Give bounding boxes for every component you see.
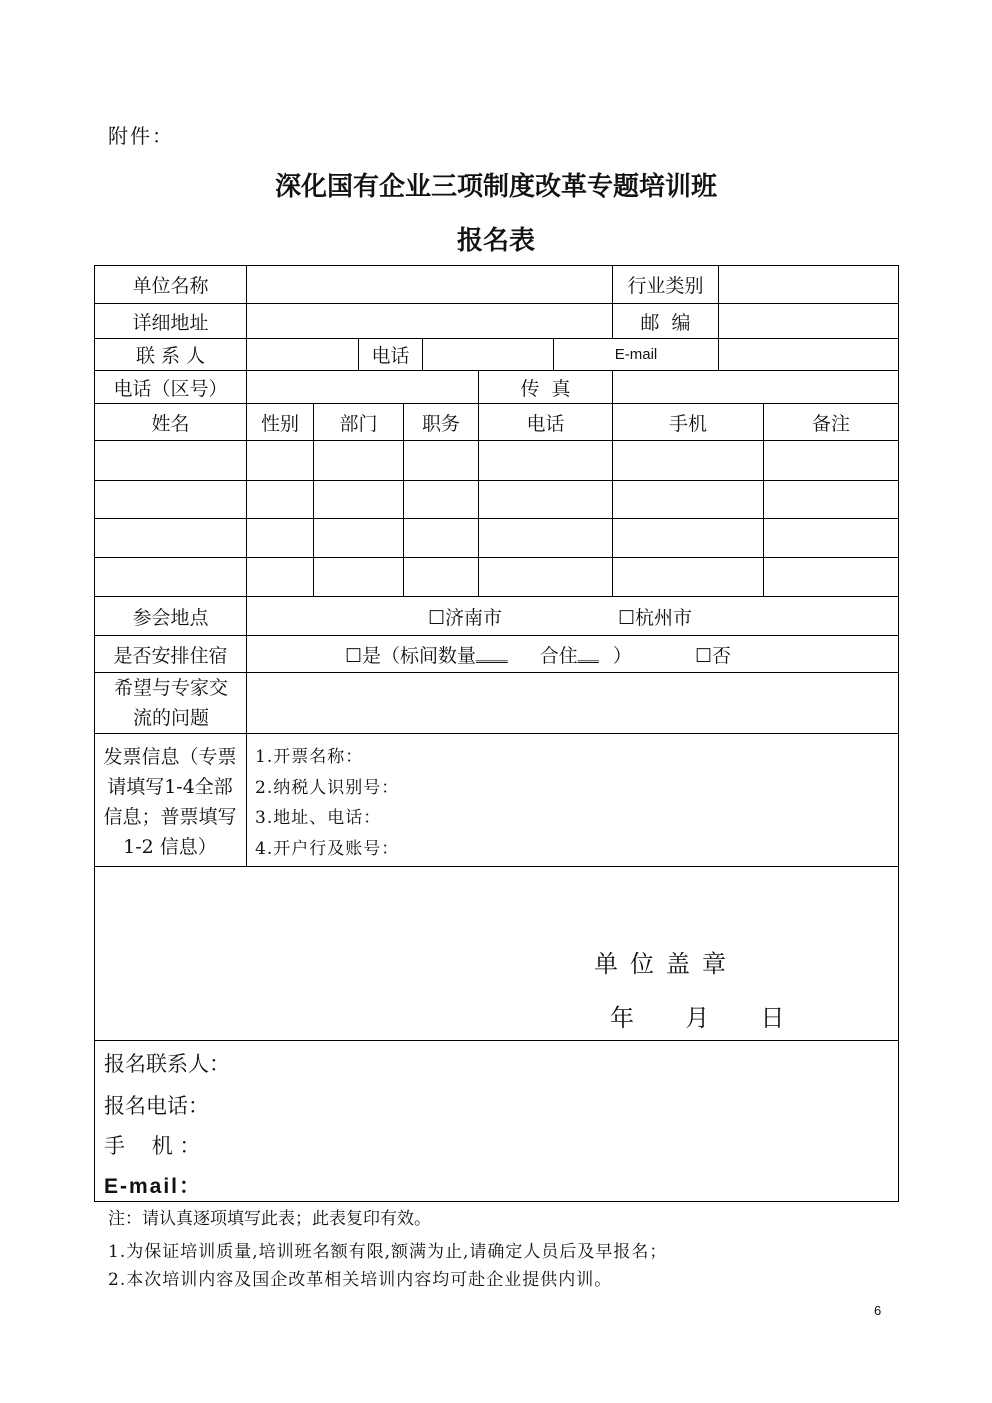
venue-option-jinan[interactable]: ☐济南市 (427, 606, 503, 629)
attachment-label: 附件： (108, 124, 174, 148)
invoice-label-line: 1-2 信息） (123, 836, 217, 858)
unit-seal-label: 单位盖章 (594, 950, 738, 978)
registration-contact: 报名联系人： (104, 1052, 230, 1076)
lodging-label: 是否安排住宿 (113, 644, 228, 667)
contact-person-field[interactable] (247, 339, 358, 370)
address-label: 详细地址 (132, 311, 209, 334)
form-title: 深化国有企业三项制度改革专题培训班 (274, 172, 717, 202)
col-header-mobile: 手机 (668, 412, 707, 435)
page-number: 6 (874, 1303, 882, 1318)
invoice-item-bank-account: 4.开户行及账号： (255, 838, 400, 859)
seal-date: 年 月 日 (610, 1004, 797, 1032)
fax-field[interactable] (613, 371, 898, 403)
note-item-2: 2.本次培训内容及国企改革相关培训内容均可赴企业提供内训。 (108, 1270, 613, 1290)
lodging-close-paren: ） (612, 644, 632, 667)
col-header-phone: 电话 (526, 412, 565, 435)
shared-room-blank[interactable]: __ (577, 643, 599, 664)
row-divider (94, 518, 899, 519)
invoice-label-line: 发票信息（专票 (103, 746, 237, 768)
registration-email: E-mail： (104, 1175, 203, 1198)
invoice-label (95, 742, 245, 862)
lodging-yes-text: ☐是（标间数量 (345, 644, 477, 667)
questions-field[interactable] (247, 673, 898, 733)
postcode-label: 邮 编 (640, 311, 691, 334)
address-field[interactable] (247, 304, 612, 338)
lodging-no-option[interactable]: ☐否 (694, 644, 732, 667)
phone-field[interactable] (423, 339, 553, 370)
invoice-label-line: 信息；普票填写 (103, 806, 237, 828)
invoice-items (255, 742, 399, 864)
row-divider (94, 1040, 899, 1041)
col-header-department: 部门 (339, 412, 378, 435)
lodging-yes-option[interactable] (345, 636, 645, 672)
shared-room-text: 合住 (539, 644, 578, 667)
contact-person-label: 联 系 人 (135, 345, 206, 367)
registration-mobile: 手 机 ： (104, 1134, 201, 1158)
registration-phone: 报名电话： (104, 1094, 209, 1118)
row-divider (94, 480, 899, 481)
note-main: 注：请认真逐项填写此表；此表复印有效。 (108, 1209, 431, 1229)
invoice-item-tax-id: 2.纳税人识别号： (255, 777, 400, 798)
standard-room-blank[interactable]: ___ (476, 643, 508, 664)
fax-label: 传 真 (520, 377, 571, 400)
form-subtitle: 报名表 (456, 226, 535, 256)
note-item-1: 1.为保证培训质量,培训班名额有限,额满为止,请确定人员后及早报名； (108, 1242, 668, 1262)
col-header-gender: 性别 (260, 412, 299, 435)
invoice-item-address-phone: 3.地址、电话： (255, 808, 382, 828)
unit-name-field[interactable] (247, 266, 612, 303)
venue-option-hangzhou[interactable]: ☐杭州市 (617, 606, 693, 629)
col-header-position: 职务 (421, 412, 460, 435)
row-divider (94, 557, 899, 558)
row-divider (94, 440, 899, 441)
row-divider (94, 866, 899, 867)
phone-area-field[interactable] (247, 371, 478, 403)
unit-name-label: 单位名称 (132, 275, 209, 297)
venue-label: 参会地点 (132, 606, 209, 629)
invoice-label-line: 请填写1-4全部 (107, 776, 233, 798)
email-field[interactable] (719, 339, 898, 370)
invoice-item-name: 1.开票名称： (255, 747, 364, 767)
col-header-remarks: 备注 (811, 412, 850, 435)
col-header-name: 姓名 (151, 412, 190, 435)
questions-label: 希望与专家交流的问题 (113, 677, 228, 729)
industry-label: 行业类别 (627, 275, 704, 297)
row-divider (94, 733, 899, 734)
phone-area-label: 电话（区号） (113, 377, 228, 400)
email-label: E-mail (614, 346, 658, 363)
industry-field[interactable] (719, 266, 898, 303)
phone-label: 电话 (371, 345, 410, 367)
postcode-field[interactable] (719, 304, 898, 338)
